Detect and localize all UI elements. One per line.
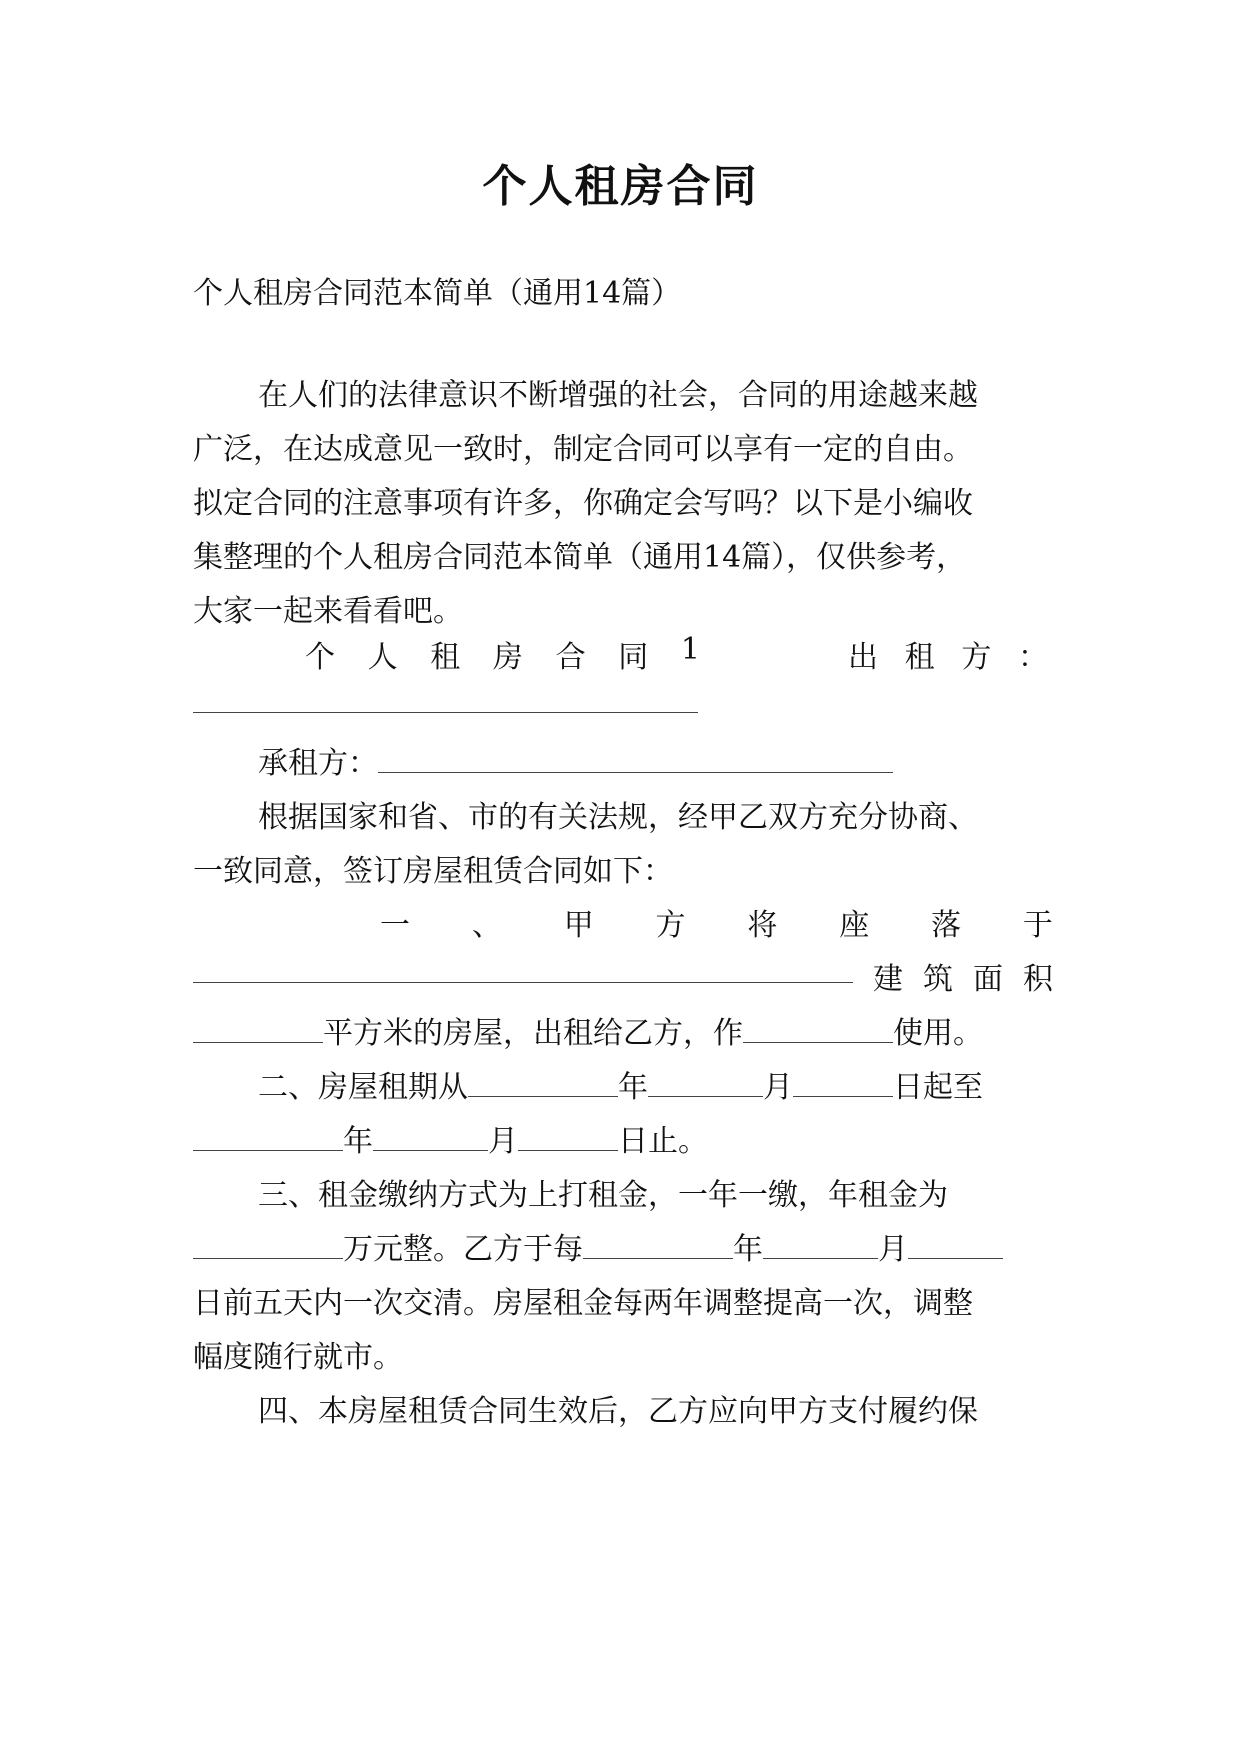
clause4-line1: 四、本房屋租赁合同生效后，乙方应向甲方支付履约保 — [258, 1394, 978, 1429]
area-blank[interactable] — [193, 1014, 323, 1043]
basis-line-2: 一致同意，签订房屋租赁合同如下： — [193, 854, 673, 889]
pay-year-blank[interactable] — [583, 1230, 733, 1259]
clause3-line1: 三、租金缴纳方式为上打租金，一年一缴，年租金为 — [258, 1178, 948, 1213]
intro-line-2: 广泛，在达成意见一致时，制定合同可以享有一定的自由。 — [193, 432, 973, 467]
intro-line-4: 集整理的个人租房合同范本简单（通用14篇），仅供参考， — [193, 540, 967, 575]
clause1-line3: 平方米的房屋，出租给乙方，作 使用。 — [193, 1008, 1053, 1052]
clause1-line2 — [193, 954, 1053, 998]
basis-line-1: 根据国家和省、市的有关法规，经甲乙双方充分协商、 — [258, 800, 978, 835]
lessor-label: 出 租 方 ： — [848, 640, 1048, 675]
clause2-line2: 年 月 日止。 — [193, 1116, 1053, 1160]
lessee-label: 承租方： — [258, 746, 378, 781]
document-title: 个人租房合同 — [482, 161, 759, 212]
clause2-line1: 二、房屋租期从 年 月 日起至 — [258, 1070, 983, 1105]
pay-day-blank[interactable] — [908, 1230, 1003, 1259]
intro-line-5: 大家一起来看看吧。 — [193, 594, 463, 629]
clause3-line4: 幅度随行就市。 — [193, 1340, 403, 1375]
contract-heading-row — [305, 632, 1053, 676]
usage-blank[interactable] — [743, 1014, 893, 1043]
lessee-blank[interactable] — [378, 744, 893, 773]
pay-month-blank[interactable] — [763, 1230, 878, 1259]
start-month-blank[interactable] — [648, 1068, 763, 1097]
end-month-blank[interactable] — [373, 1122, 488, 1151]
start-year-blank[interactable] — [468, 1068, 618, 1097]
lessor-blank[interactable] — [193, 684, 698, 713]
area-label: 建 筑 面 积 — [873, 962, 1053, 997]
contract-heading: 个 人 租 房 合 同 1 — [305, 632, 700, 675]
document-subtitle: 个人租房合同范本简单（通用14篇） — [193, 276, 682, 311]
clause1-line1: 一 、 甲 方 将 座 落 于 — [380, 908, 1053, 943]
clause3-line2: 万元整。乙方于每 年 月 — [193, 1224, 1053, 1268]
intro-line-3: 拟定合同的注意事项有许多，你确定会写吗？以下是小编收 — [193, 486, 973, 521]
intro-line-1: 在人们的法律意识不断增强的社会，合同的用途越来越 — [258, 378, 978, 413]
lessee-row — [258, 738, 1053, 782]
start-day-blank[interactable] — [793, 1068, 893, 1097]
end-year-blank[interactable] — [193, 1122, 343, 1151]
end-day-blank[interactable] — [518, 1122, 618, 1151]
address-blank[interactable] — [193, 954, 853, 983]
rent-amount-blank[interactable] — [193, 1230, 343, 1259]
clause3-line3: 日前五天内一次交清。房屋租金每两年调整提高一次，调整 — [193, 1286, 973, 1321]
